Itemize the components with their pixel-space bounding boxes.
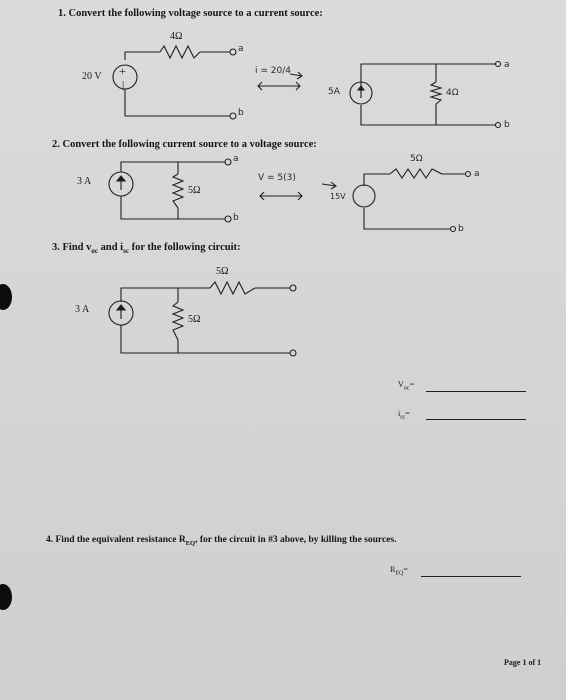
q2-source-label: 3 A <box>77 176 92 187</box>
q3-terminal-a <box>290 285 296 291</box>
q3-source-label: 3 A <box>75 304 90 315</box>
q1-hand-terminal-a <box>496 62 501 67</box>
q3-wire-top <box>121 288 210 302</box>
q2-hand-eq-arrow <box>322 182 336 189</box>
q2-terminal-a <box>225 159 231 165</box>
q1-resistor-label: 4Ω <box>170 31 183 42</box>
q2-title: 2. Convert the following current source to a voltage source: <box>52 139 317 150</box>
q1-hand-circuit <box>361 64 495 125</box>
q1-hand-b-label: b <box>504 120 510 130</box>
q1-hand-equation: i = 20/4 <box>255 66 291 76</box>
q1-terminal-b-label: b <box>238 108 244 118</box>
q3-wire-bottom <box>121 325 290 353</box>
q1-terminal-a-label: a <box>238 44 244 54</box>
q2-hand-resistor <box>390 169 442 178</box>
q3-terminal-b <box>290 350 296 356</box>
q2-hand-terminal-a <box>466 172 471 177</box>
q2-terminal-b <box>225 216 231 222</box>
q2-hand-source-label: 15V <box>330 192 346 201</box>
q2-hand-circuit <box>364 174 465 229</box>
q1-hand-resistor <box>431 82 441 104</box>
q1-source-label: 20 V <box>82 71 102 82</box>
q1-resistor <box>160 46 200 58</box>
voc-label: $V_{oc}=$ <box>398 380 414 392</box>
q3-shunt-resistor <box>173 302 183 340</box>
q3-shunt-resistor-label: 5Ω <box>188 314 201 325</box>
q1-wire-bottom <box>125 89 230 116</box>
isc-answer-line[interactable] <box>426 419 526 420</box>
q2-wire-top <box>121 162 225 172</box>
q2-hand-a-label: a <box>474 169 480 179</box>
q1-hand-arrow <box>258 82 300 90</box>
page-number: Page 1 of 1 <box>504 658 542 667</box>
q1-hand-source-arrowhead <box>358 86 364 90</box>
q1-hand-source-label: 5A <box>328 87 340 97</box>
q2-hand-source <box>353 185 375 207</box>
q4-title: 4. Find the equivalent resistance $R_{EQ}$, for the circuit in #3 above, by killing the sources. <box>46 535 397 547</box>
q1-title: 1. Convert the following voltage source to a current source: <box>58 8 323 19</box>
req-label: $R_{EQ}=$ <box>390 565 408 577</box>
q1-hand-eq-arrow <box>290 72 302 79</box>
q2-hand-arrow <box>260 192 302 200</box>
q1-wire-top <box>125 52 160 60</box>
q1-hand-a-label: a <box>504 60 510 70</box>
q2-source-arrowhead <box>117 176 125 181</box>
q1-minus-sign: | <box>122 79 125 91</box>
isc-label: $i_{sc}=$ <box>398 409 410 421</box>
q2-hand-terminal-b <box>451 227 456 232</box>
q3-series-resistor-label: 5Ω <box>216 266 229 277</box>
q2-hand-equation: V = 5(3) <box>258 173 296 183</box>
q1-hand-resistor-label: 4Ω <box>446 88 459 98</box>
q3-source-arrowhead <box>117 305 125 310</box>
voc-answer-line[interactable] <box>426 391 526 392</box>
q2-wire-bottom <box>121 196 225 219</box>
q1-plus-sign: + <box>119 64 126 78</box>
q1-terminal-a <box>230 49 236 55</box>
req-answer-line[interactable] <box>421 576 521 577</box>
q2-terminal-a-label: a <box>233 154 239 164</box>
q1-terminal-b <box>230 113 236 119</box>
q3-title: 3. Find $v_{oc}$ and $i_{sc}$ for the following circuit: <box>52 242 241 256</box>
q2-hand-resistor-label: 5Ω <box>410 154 423 164</box>
q3-series-resistor <box>210 282 255 294</box>
q1-hand-terminal-b <box>496 123 501 128</box>
q2-shunt-resistor <box>173 174 183 208</box>
q2-resistor-label: 5Ω <box>188 185 201 196</box>
q2-terminal-b-label: b <box>233 213 239 223</box>
q2-hand-b-label: b <box>458 224 464 234</box>
